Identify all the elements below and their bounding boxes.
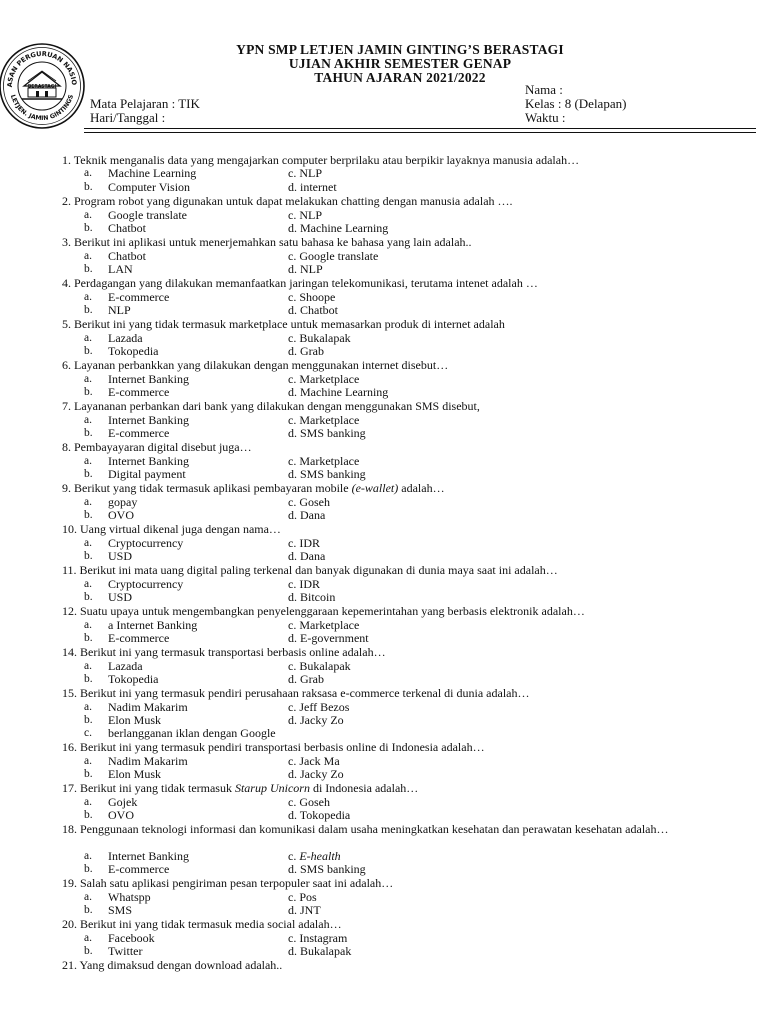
option-letter: a. [84, 250, 92, 262]
question-21: 21. Yang dimaksud dengan download adalah.. [62, 958, 283, 972]
question-9: 9. Berikut yang tidak termasuk aplikasi pembayaran mobile (e-wallet) adalah… [62, 481, 445, 495]
option-d: d. Bitcoin [288, 590, 336, 604]
option-d: d. Grab [288, 344, 324, 358]
option-a: Internet Banking [108, 372, 189, 386]
svg-text:LETJEN. JAMIN GINTINGS [9, 94, 75, 122]
option-letter: b. [84, 673, 93, 685]
option-a: Gojek [108, 795, 138, 809]
option-d: d. Chatbot [288, 303, 338, 317]
option-letter: b. [84, 863, 93, 875]
option-c: c. Shoope [288, 290, 336, 304]
field-kelas: Kelas : 8 (Delapan) [525, 96, 627, 111]
school-seal-icon [0, 42, 86, 130]
option-b: SMS [108, 903, 133, 917]
option-letter: b. [84, 345, 93, 357]
option-b: OVO [108, 808, 134, 822]
option-letter: b. [84, 509, 93, 521]
option-letter: b. [84, 945, 93, 957]
option-d: d. JNT [288, 903, 321, 917]
option-a: Lazada [108, 331, 143, 345]
question-16: 16. Berikut ini yang termasuk pendiri transportasi berbasis online di Indonesia adalah… [62, 740, 485, 754]
option-c: c. NLP [288, 166, 322, 180]
option-a: Chatbot [108, 249, 146, 263]
option-letter: b. [84, 222, 93, 234]
option-c: c. Goseh [288, 495, 330, 509]
question-3: 3. Berikut ini aplikasi untuk menerjemahkan satu bahasa ke bahasa yang lain adalah.. [62, 235, 472, 249]
question-1: 1. Teknik menganalis data yang mengajarkan computer berprilaku atau berpikir layaknya manusia adalah… [62, 153, 580, 167]
question-11: 11. Berikut ini mata uang digital paling terkenal dan banyak digunakan di dunia maya saat ini adalah… [62, 563, 558, 577]
option-a: E-commerce [108, 290, 170, 304]
option-letter: a. [84, 578, 92, 590]
option-a: Google translate [108, 208, 187, 222]
option-c: c. NLP [288, 208, 322, 222]
option-d: d. SMS banking [288, 467, 366, 481]
question-19: 19. Salah satu aplikasi pengiriman pesan terpopuler saat ini adalah… [62, 876, 394, 890]
option-c: c. E-health [288, 849, 341, 863]
option-d: d. Tokopedia [288, 808, 351, 822]
option-b: Chatbot [108, 221, 146, 235]
option-b: E-commerce [108, 862, 170, 876]
option-b: NLP [108, 303, 131, 317]
option-c-extra: berlangganan iklan dengan Google [108, 726, 276, 740]
header-divider-thin [84, 132, 756, 133]
option-a: Cryptocurrency [108, 577, 184, 591]
question-2: 2. Program robot yang digunakan untuk dapat melakukan chatting dengan manusia adalah …. [62, 194, 513, 208]
question-8: 8. Pembayayaran digital disebut juga… [62, 440, 252, 454]
option-d: d. Grab [288, 672, 324, 686]
option-d: d. Dana [288, 508, 326, 522]
option-b: Twitter [108, 944, 143, 958]
option-b: E-commerce [108, 426, 170, 440]
option-b: Digital payment [108, 467, 186, 481]
option-d: d. Bukalapak [288, 944, 352, 958]
option-a: a Internet Banking [108, 618, 198, 632]
option-c: c. Marketplace [288, 618, 360, 632]
option-b: USD [108, 590, 133, 604]
question-4: 4. Perdagangan yang dilakukan memanfaatkan jaringan telekomunikasi, terutama intenet adalah … [62, 276, 538, 290]
option-letter: a. [84, 496, 92, 508]
option-letter: b. [84, 181, 93, 193]
option-letter: a. [84, 414, 92, 426]
option-a: Lazada [108, 659, 143, 673]
option-a: Machine Learning [108, 166, 197, 180]
option-d: d. internet [288, 180, 337, 194]
option-letter: a. [84, 850, 92, 862]
option-d: d. E-government [288, 631, 369, 645]
option-letter: a. [84, 332, 92, 344]
option-letter: a. [84, 891, 92, 903]
option-b: E-commerce [108, 385, 170, 399]
option-d: d. Jacky Zo [288, 767, 344, 781]
option-d: d. Machine Learning [288, 221, 389, 235]
option-b: Tokopedia [108, 672, 159, 686]
question-20: 20. Berikut ini yang tidak termasuk media social adalah… [62, 917, 342, 931]
option-a: Facebook [108, 931, 155, 945]
option-letter: a. [84, 455, 92, 467]
option-letter: a. [84, 291, 92, 303]
option-c: c. Marketplace [288, 372, 360, 386]
question-7: 7. Layananan perbankan dari bank yang dilakukan dengan menggunakan SMS disebut, [62, 399, 480, 413]
option-c: c. Jack Ma [288, 754, 340, 768]
option-letter: b. [84, 632, 93, 644]
school-name: YPN SMP LETJEN JAMIN GINTING’S BERASTAGI [236, 42, 564, 57]
question-10: 10. Uang virtual dikenal juga dengan nama… [62, 522, 281, 536]
seal-center-text: BERASTAGI [27, 84, 57, 90]
option-c: c. IDR [288, 536, 320, 550]
option-letter: a. [84, 167, 92, 179]
option-letter: a. [84, 373, 92, 385]
option-c: c. IDR [288, 577, 320, 591]
question-12: 12. Suatu upaya untuk mengembangkan penyelenggaraan kepemerintahan yang berbasis elektronik adalah… [62, 604, 585, 618]
option-d: d. SMS banking [288, 426, 366, 440]
field-nama: Nama : [525, 82, 563, 97]
option-c: c. Instagram [288, 931, 348, 945]
option-b: LAN [108, 262, 133, 276]
option-letter: a. [84, 209, 92, 221]
option-c: c. Google translate [288, 249, 379, 263]
option-letter: b. [84, 591, 93, 603]
option-letter: a. [84, 932, 92, 944]
option-letter: a. [84, 537, 92, 549]
option-letter: b. [84, 468, 93, 480]
option-b: Computer Vision [108, 180, 191, 194]
seal-top-text: ASAN PERGURUAN NASIO [5, 49, 79, 88]
question-18: 18. Penggunaan teknologi informasi dan komunikasi dalam usaha meningkatkan kesehatan dan perawatan kesehatan adalah… [62, 822, 669, 836]
option-letter: b. [84, 768, 93, 780]
option-a: Internet Banking [108, 413, 189, 427]
option-letter: b. [84, 904, 93, 916]
option-letter: b. [84, 386, 93, 398]
field-mata-pelajaran: Mata Pelajaran : TIK [90, 96, 200, 111]
option-b: USD [108, 549, 133, 563]
field-hari-tanggal: Hari/Tanggal : [90, 110, 166, 125]
option-letter: a. [84, 701, 92, 713]
header-divider [84, 128, 756, 129]
option-a: Nadim Makarim [108, 700, 188, 714]
seal-bottom-text: LETJEN. JAMIN GINTINGS [8, 93, 76, 123]
option-letter: b. [84, 427, 93, 439]
option-b: Tokopedia [108, 344, 159, 358]
exam-title: UJIAN AKHIR SEMESTER GENAP [288, 56, 512, 71]
option-c: c. Bukalapak [288, 331, 351, 345]
option-d: d. Dana [288, 549, 326, 563]
option-letter: a. [84, 660, 92, 672]
question-6: 6. Layanan perbankkan yang dilakukan dengan menggunakan internet disebut… [62, 358, 449, 372]
option-b: OVO [108, 508, 134, 522]
option-letter: a. [84, 796, 92, 808]
question-17: 17. Berikut ini yang tidak termasuk Starup Unicorn di Indonesia adalah… [62, 781, 419, 795]
option-a: Nadim Makarim [108, 754, 188, 768]
svg-text:YAYASAN PERGURUAN NASIONAL [0, 42, 78, 87]
option-b: Elon Musk [108, 767, 162, 781]
option-letter: b. [84, 263, 93, 275]
field-waktu: Waktu : [525, 110, 566, 125]
option-c: c. Bukalapak [288, 659, 351, 673]
option-a: Internet Banking [108, 454, 189, 468]
option-b: E-commerce [108, 631, 170, 645]
option-c: c. Pos [288, 890, 317, 904]
option-c: c. Marketplace [288, 454, 360, 468]
option-b: Elon Musk [108, 713, 162, 727]
academic-year: TAHUN AJARAN 2021/2022 [314, 70, 486, 85]
option-c: c. Jeff Bezos [288, 700, 350, 714]
option-d: d. SMS banking [288, 862, 366, 876]
option-letter: b. [84, 809, 93, 821]
question-5: 5. Berikut ini yang tidak termasuk marketplace untuk memasarkan produk di internet adalah [62, 317, 505, 331]
question-14: 14. Berikut ini yang termasuk transportasi berbasis online adalah… [62, 645, 386, 659]
option-letter: c. [84, 727, 92, 739]
option-c: c. Marketplace [288, 413, 360, 427]
option-a: Whatspp [108, 890, 151, 904]
option-letter: b. [84, 550, 93, 562]
option-d: d. Jacky Zo [288, 713, 344, 727]
option-letter: b. [84, 714, 93, 726]
question-15: 15. Berikut ini yang termasuk pendiri perusahaan raksasa e-commerce terkenal di dunia adalah… [62, 686, 530, 700]
option-a: Cryptocurrency [108, 536, 184, 550]
option-a: gopay [108, 495, 138, 509]
option-letter: b. [84, 304, 93, 316]
option-letter: a. [84, 619, 92, 631]
option-letter: a. [84, 755, 92, 767]
option-d: d. NLP [288, 262, 323, 276]
option-d: d. Machine Learning [288, 385, 389, 399]
option-a: Internet Banking [108, 849, 189, 863]
option-c: c. Goseh [288, 795, 330, 809]
